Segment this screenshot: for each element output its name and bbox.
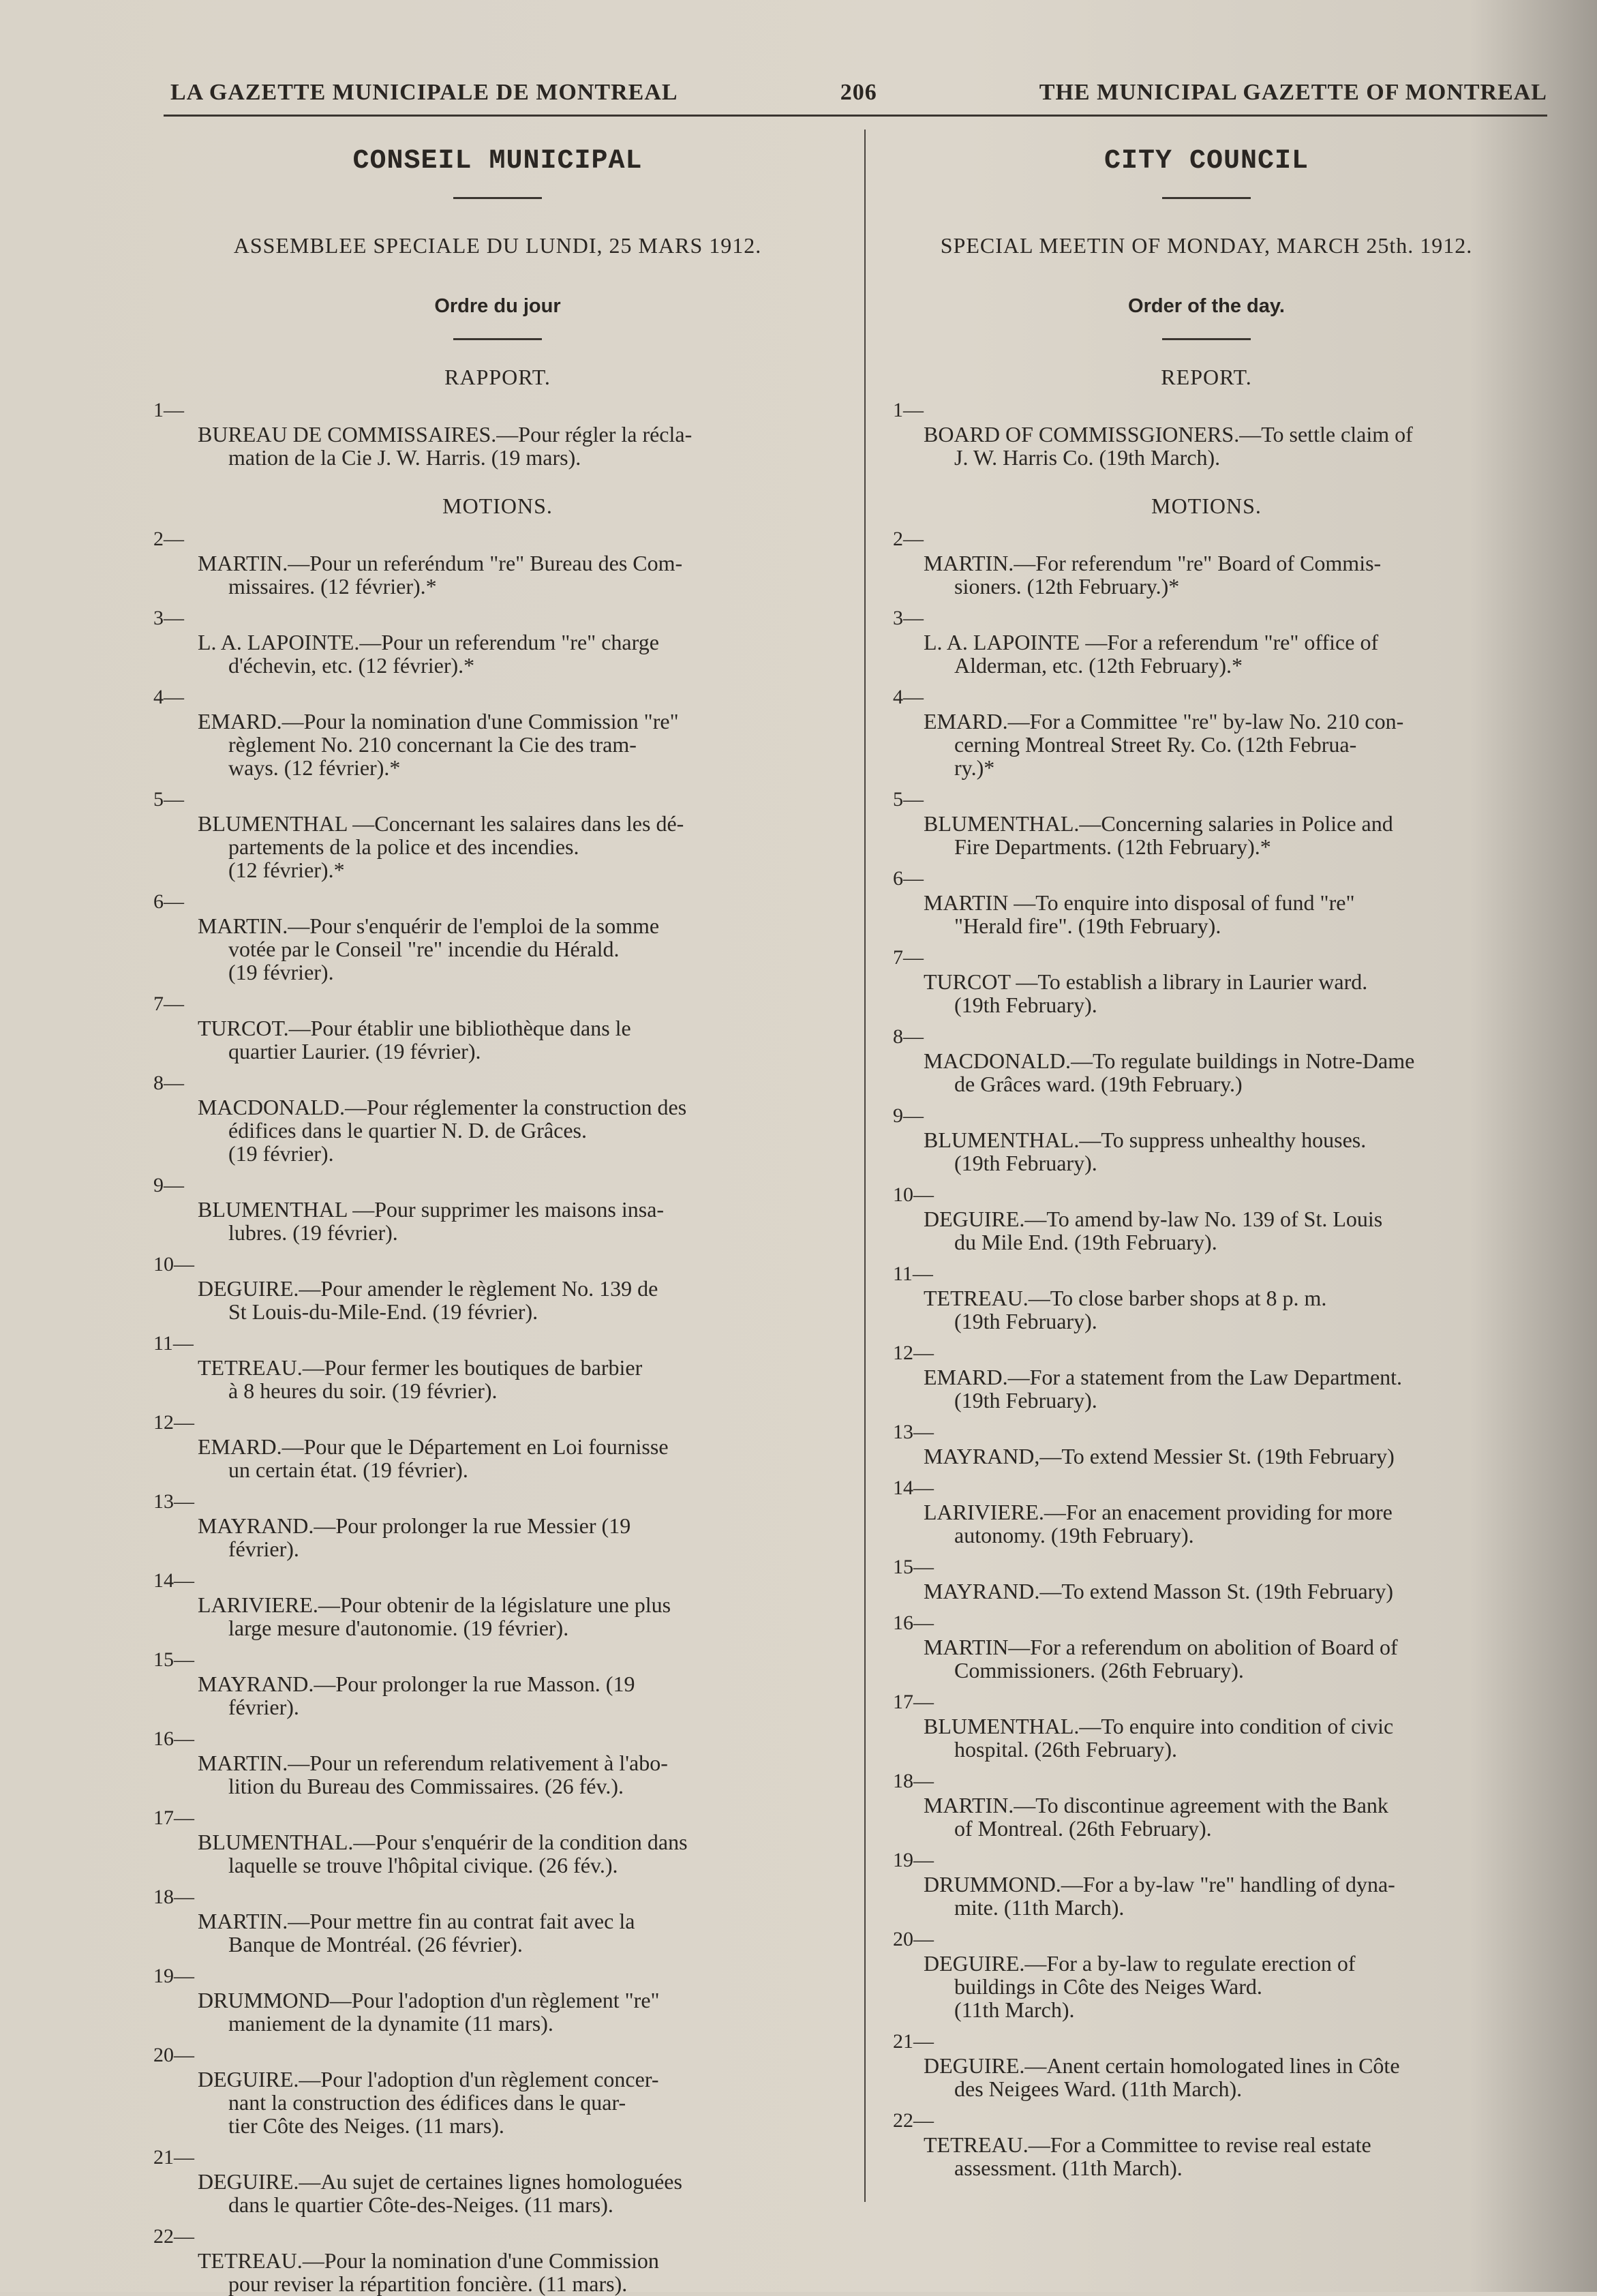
item-text-line: MACDONALD.—To regulate buildings in Notre-Dame [924, 1048, 1415, 1073]
item-text-line: (19th February). [954, 1388, 1097, 1413]
item-number: 3— [893, 607, 924, 629]
english-motions-heading: MOTIONS. [1151, 494, 1262, 518]
agenda-item [879, 1104, 1534, 1175]
item-text-line: MARTIN.—For referendum "re" Board of Commis- [924, 551, 1382, 575]
item-text-line: Banque de Montréal. (26 février). [228, 1932, 523, 1957]
item-number: 22— [893, 2109, 934, 2132]
header-left-title: LA GAZETTE MUNICIPALE DE MONTREAL [170, 80, 678, 105]
english-motion-items [879, 527, 1534, 2179]
french-report-heading: RAPPORT. [444, 365, 551, 389]
item-text-line: quartier Laurier. (19 février). [228, 1039, 481, 1063]
item-text-line: TURCOT.—Pour établir une bibliothèque dans le [198, 1016, 631, 1040]
agenda-item [879, 866, 1534, 937]
item-text-line: laquelle se trouve l'hôpital civique. (26 fév.). [228, 1853, 618, 1877]
agenda-item [879, 1476, 1534, 1547]
item-number: 7— [893, 946, 924, 969]
agenda-item [879, 1420, 1534, 1468]
item-text-line: DEGUIRE.—Au sujet de certaines lignes homologuées [198, 2169, 682, 2194]
item-number: 7— [153, 993, 184, 1015]
item-number: 19— [153, 1965, 194, 1987]
agenda-item [153, 992, 842, 1063]
item-number: 2— [893, 528, 924, 550]
item-number: 19— [893, 1849, 934, 1871]
item-number: 13— [153, 1490, 194, 1513]
item-number: 20— [893, 1928, 934, 1950]
agenda-item [153, 1648, 842, 1719]
item-text-line: Fire Departments. (12th February).* [954, 834, 1271, 859]
item-text-line: DRUMMOND—Pour l'adoption d'un règlement "re" [198, 1988, 660, 2012]
french-motion-items [153, 527, 842, 2295]
french-title: CONSEIL MUNICIPAL [352, 146, 643, 177]
item-number: 8— [893, 1025, 924, 1048]
item-number: 22— [153, 2225, 194, 2248]
item-number: 5— [893, 788, 924, 811]
item-text-line: lubres. (19 février). [228, 1220, 398, 1245]
item-number: 18— [893, 1770, 934, 1792]
item-text-line: Alderman, etc. (12th February).* [954, 653, 1243, 678]
item-text-line: partements de la police et des incendies. [228, 834, 579, 859]
title-rule [453, 197, 542, 199]
item-number: 18— [153, 1886, 194, 1908]
agenda-item [153, 2145, 842, 2216]
item-text-line: février). [228, 1537, 299, 1561]
agenda-item [879, 946, 1534, 1016]
item-text-line: BUREAU DE COMMISSAIRES.—Pour régler la récla- [198, 422, 693, 447]
item-text-line: MAYRAND.—Pour prolonger la rue Messier (19 [198, 1513, 631, 1538]
item-number: 4— [893, 686, 924, 708]
order-rule [1162, 338, 1251, 340]
item-number: 15— [153, 1648, 194, 1671]
item-text-line: votée par le Conseil "re" incendie du Hérald. [228, 937, 620, 961]
item-number: 2— [153, 528, 184, 550]
item-text-line: autonomy. (19th February). [954, 1523, 1194, 1547]
item-number: 14— [893, 1477, 934, 1499]
item-text-line: EMARD.—Pour la nomination d'une Commission "re" [198, 709, 679, 734]
item-text-line: MAYRAND.—Pour prolonger la rue Masson. (19 [198, 1672, 635, 1696]
item-text-line: DEGUIRE.—Anent certain homologated lines in Côte [924, 2053, 1400, 2078]
agenda-item [879, 1262, 1534, 1333]
item-text-line: (19th February). [954, 1309, 1097, 1333]
agenda-item [879, 1025, 1534, 1096]
agenda-item [153, 890, 842, 984]
agenda-item [879, 606, 1534, 677]
agenda-item [153, 1727, 842, 1798]
item-text-line: EMARD.—Pour que le Département en Loi fournisse [198, 1434, 669, 1459]
french-order-heading: Ordre du jour [434, 295, 561, 317]
item-text-line: "Herald fire". (19th February). [954, 913, 1221, 938]
item-text-line: buildings in Côte des Neiges Ward. [954, 1974, 1262, 1999]
item-text-line: du Mile End. (19th February). [954, 1230, 1217, 1254]
agenda-item [153, 1490, 842, 1560]
item-text-line: pour reviser la répartition foncière. (11 mars). [228, 2271, 628, 2296]
item-number: 21— [893, 2030, 934, 2053]
item-text-line: of Montreal. (26th February). [954, 1816, 1212, 1841]
item-number: 3— [153, 607, 184, 629]
item-text-line: un certain état. (19 février). [228, 1457, 468, 1482]
item-text-line: EMARD.—For a Committee "re" by-law No. 210 con- [924, 709, 1404, 734]
item-text-line: MARTIN—For a referendum on abolition of Board of [924, 1635, 1398, 1659]
item-text-line: TETREAU.—For a Committee to revise real estate [924, 2132, 1371, 2157]
item-text-line: mation de la Cie J. W. Harris. (19 mars). [228, 445, 581, 470]
title-rule [1162, 197, 1251, 199]
item-number: 17— [893, 1691, 934, 1713]
item-text-line: DRUMMOND.—For a by-law "re" handling of dyna- [924, 1872, 1395, 1897]
item-text-line: de Grâces ward. (19th February.) [954, 1072, 1243, 1096]
item-number: 5— [153, 788, 184, 811]
item-text-line: MARTIN —To enquire into disposal of fund "re" [924, 890, 1355, 915]
agenda-item [153, 1331, 842, 1402]
item-number: 1— [153, 399, 184, 421]
item-text-line: ways. (12 février).* [228, 755, 401, 780]
item-number: 21— [153, 2146, 194, 2169]
agenda-item [879, 1769, 1534, 1840]
item-text-line: (19th February). [954, 993, 1097, 1017]
item-text-line: sioners. (12th February.)* [954, 574, 1180, 599]
item-text-line: MARTIN.—To discontinue agreement with the Bank [924, 1793, 1388, 1817]
item-text-line: L. A. LAPOINTE.—Pour un referendum "re" charge [198, 630, 659, 654]
agenda-item [879, 1341, 1534, 1412]
agenda-item [879, 787, 1534, 858]
agenda-item [153, 527, 842, 598]
item-text-line: DEGUIRE.—Pour amender le règlement No. 139 de [198, 1276, 658, 1301]
item-text-line: des Neigees Ward. (11th March). [954, 2076, 1243, 2101]
item-number: 9— [893, 1104, 924, 1127]
item-number: 15— [893, 1556, 934, 1578]
item-text-line: MARTIN.—Pour s'enquérir de l'emploi de la somme [198, 913, 660, 938]
item-text-line: BLUMENTHAL —Concernant les salaires dans les dé- [198, 811, 684, 836]
agenda-item [879, 685, 1534, 779]
item-number: 16— [153, 1727, 194, 1750]
agenda-item [153, 1410, 842, 1481]
english-column [879, 136, 1534, 2179]
item-text-line: BLUMENTHAL.—Concerning salaries in Police and [924, 811, 1393, 836]
item-text-line: missaires. (12 février).* [228, 574, 437, 599]
item-text-line: TETREAU.—Pour fermer les boutiques de barbier [198, 1355, 643, 1380]
agenda-item [879, 1183, 1534, 1254]
agenda-item [153, 2224, 842, 2295]
item-number: 10— [153, 1253, 194, 1275]
english-report-heading: REPORT. [1161, 365, 1252, 389]
item-text-line: maniement de la dynamite (11 mars). [228, 2011, 553, 2036]
item-text-line: à 8 heures du soir. (19 février). [228, 1378, 498, 1403]
item-text-line: BLUMENTHAL.—Pour s'enquérir de la condition dans [198, 1830, 688, 1854]
item-text-line: TETREAU.—Pour la nomination d'une Commission [198, 2248, 659, 2273]
item-number: 14— [153, 1569, 194, 1592]
item-text-line: L. A. LAPOINTE —For a referendum "re" office of [924, 630, 1379, 654]
agenda-item [153, 606, 842, 677]
item-text-line: lition du Bureau des Commissaires. (26 fév.). [228, 1774, 624, 1798]
item-number: 11— [153, 1332, 194, 1355]
item-text-line: BLUMENTHAL —Pour supprimer les maisons insa- [198, 1197, 665, 1222]
english-report-items [879, 398, 1534, 469]
item-text-line: (11th March). [954, 1997, 1075, 2022]
agenda-item [153, 1885, 842, 1956]
item-text-line: ry.)* [954, 755, 995, 780]
item-number: 12— [893, 1342, 934, 1364]
item-text-line: tier Côte des Neiges. (11 mars). [228, 2113, 504, 2138]
item-text-line: (19th February). [954, 1151, 1097, 1175]
item-text-line: BLUMENTHAL.—To enquire into condition of civic [924, 1714, 1394, 1738]
item-number: 6— [153, 890, 184, 913]
item-text-line: (12 février).* [228, 858, 345, 882]
french-column [153, 136, 842, 2295]
agenda-item [153, 1569, 842, 1640]
item-text-line: BLUMENTHAL.—To suppress unhealthy houses. [924, 1128, 1367, 1152]
agenda-item [879, 1848, 1534, 1919]
item-text-line: (19 février). [228, 960, 334, 984]
item-text-line: mite. (11th March). [954, 1895, 1125, 1920]
agenda-item [153, 2043, 842, 2137]
item-text-line: MARTIN.—Pour un referéndum "re" Bureau des Com- [198, 551, 683, 575]
item-number: 4— [153, 686, 184, 708]
item-text-line: DEGUIRE.—Pour l'adoption d'un règlement concer- [198, 2067, 659, 2091]
item-text-line: J. W. Harris Co. (19th March). [954, 445, 1221, 470]
item-text-line: MAYRAND,—To extend Messier St. (19th February) [924, 1444, 1395, 1468]
item-number: 16— [893, 1612, 934, 1634]
item-text-line: large mesure d'autonomie. (19 février). [228, 1616, 569, 1640]
page-number: 206 [840, 80, 877, 105]
french-report-items [153, 398, 842, 469]
agenda-item [879, 527, 1534, 598]
order-rule [453, 338, 542, 340]
header-rule [164, 115, 1547, 117]
item-text-line: règlement No. 210 concernant la Cie des tram- [228, 732, 637, 757]
item-text-line: MAYRAND.—To extend Masson St. (19th February) [924, 1579, 1393, 1603]
item-number: 6— [893, 867, 924, 890]
agenda-item [879, 1555, 1534, 1603]
item-text-line: hospital. (26th February). [954, 1737, 1178, 1762]
item-text-line: BOARD OF COMMISSGIONERS.—To settle claim of [924, 422, 1413, 447]
agenda-item [153, 685, 842, 779]
agenda-item [153, 787, 842, 881]
item-text-line: LARIVIERE.—Pour obtenir de la législature une plus [198, 1592, 671, 1617]
item-text-line: MARTIN.—Pour mettre fin au contrat fait avec la [198, 1909, 635, 1933]
agenda-item [153, 1071, 842, 1165]
page-header [170, 76, 1547, 109]
item-number: 9— [153, 1174, 184, 1196]
french-motions-heading: MOTIONS. [442, 494, 553, 518]
item-number: 11— [893, 1263, 933, 1285]
agenda-item [879, 2109, 1534, 2179]
item-text-line: édifices dans le quartier N. D. de Grâces. [228, 1118, 587, 1143]
item-number: 12— [153, 1411, 194, 1434]
item-number: 8— [153, 1072, 184, 1094]
item-text-line: d'échevin, etc. (12 février).* [228, 653, 475, 678]
item-text-line: Commissioners. (26th February). [954, 1658, 1244, 1682]
item-text-line: (19 février). [228, 1141, 334, 1166]
item-number: 10— [893, 1183, 934, 1206]
item-text-line: cerning Montreal Street Ry. Co. (12th Februa- [954, 732, 1357, 757]
item-text-line: DEGUIRE.—For a by-law to regulate erection of [924, 1951, 1356, 1976]
item-text-line: MACDONALD.—Pour réglementer la construction des [198, 1095, 687, 1119]
item-text-line: nant la construction des édifices dans le quar- [228, 2090, 626, 2115]
agenda-item [153, 398, 842, 469]
item-text-line: St Louis-du-Mile-End. (19 février). [228, 1299, 538, 1324]
column-divider [864, 130, 866, 2202]
agenda-item [879, 1927, 1534, 2021]
item-text-line: DEGUIRE.—To amend by-law No. 139 of St. Louis [924, 1207, 1383, 1231]
agenda-item [153, 1252, 842, 1323]
item-text-line: TURCOT —To establish a library in Laurier ward. [924, 969, 1368, 994]
item-text-line: EMARD.—For a statement from the Law Department. [924, 1365, 1403, 1389]
item-text-line: février). [228, 1695, 299, 1719]
item-text-line: assessment. (11th March). [954, 2156, 1183, 2180]
item-text-line: MARTIN.—Pour un referendum relativement à l'abo- [198, 1751, 668, 1775]
agenda-item [879, 1690, 1534, 1761]
english-order-heading: Order of the day. [1128, 295, 1285, 317]
item-number: 20— [153, 2044, 194, 2066]
agenda-item [153, 1173, 842, 1244]
item-text-line: dans le quartier Côte-des-Neiges. (11 mars). [228, 2192, 613, 2217]
agenda-item [879, 2029, 1534, 2100]
header-right-title: THE MUNICIPAL GAZETTE OF MONTREAL [1039, 80, 1547, 105]
item-text-line: TETREAU.—To close barber shops at 8 p. m. [924, 1286, 1327, 1310]
item-number: 1— [893, 399, 924, 421]
agenda-item [153, 1806, 842, 1877]
item-text-line: LARIVIERE.—For an enacement providing for more [924, 1500, 1393, 1524]
agenda-item [153, 1964, 842, 2035]
item-number: 17— [153, 1807, 194, 1829]
agenda-item [879, 1611, 1534, 1682]
item-number: 13— [893, 1421, 934, 1443]
agenda-item [879, 398, 1534, 469]
english-title: CITY COUNCIL [1104, 146, 1309, 177]
french-subtitle: ASSEMBLEE SPECIALE DU LUNDI, 25 MARS 1912. [233, 233, 762, 258]
english-subtitle: SPECIAL MEETIN OF MONDAY, MARCH 25th. 1912. [940, 233, 1473, 258]
